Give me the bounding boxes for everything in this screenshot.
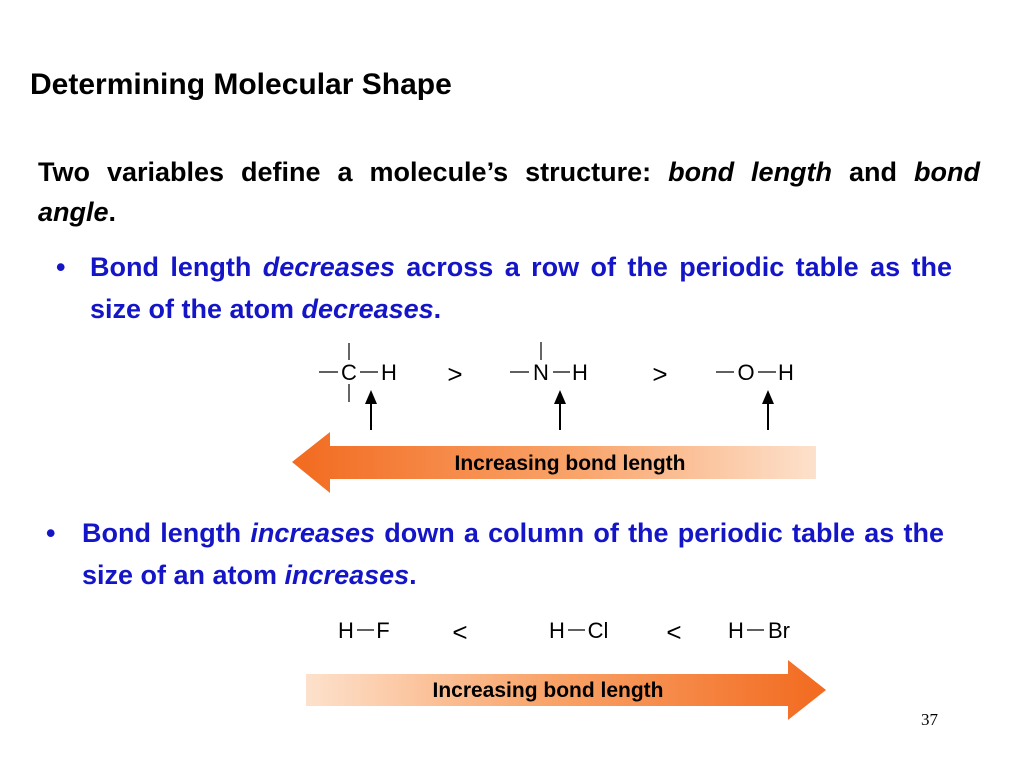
atom-h: H <box>778 360 794 385</box>
molecule-h-br <box>728 618 790 643</box>
atom-h: H <box>572 360 588 385</box>
molecule-n-h <box>510 342 588 385</box>
bullet2-text-1: Bond length <box>82 518 251 548</box>
arrow-label: Increasing bond length <box>454 452 686 475</box>
intro-text-3: . <box>108 197 117 227</box>
arrow-label: Increasing bond length <box>432 679 664 702</box>
increasing-bond-length-arrow-left <box>292 432 816 493</box>
atom-h: H <box>381 360 397 385</box>
bullet2-text-3: . <box>409 560 417 590</box>
bullet1-text-1: Bond length <box>90 252 263 282</box>
atom-n: N <box>533 360 549 385</box>
less-than-sign: < <box>452 617 468 647</box>
bond-pointer-arrows <box>365 390 774 430</box>
atom-cl: Cl <box>587 618 609 643</box>
intro-emphasis-bond-angle: bond angle <box>38 157 981 227</box>
greater-than-sign: > <box>447 359 463 389</box>
bullet2-text-2: down a column of the periodic table as the size of an atom <box>82 518 944 590</box>
bullet2-emphasis-2: increases <box>284 560 410 590</box>
column-trend-figure <box>0 600 1024 730</box>
molecule-h-cl <box>549 618 608 643</box>
bullet1-emphasis-1: decreases <box>262 252 395 282</box>
intro-text-1: Two variables define a molecule’s structure: <box>38 157 669 187</box>
molecule-o-h <box>716 360 794 385</box>
bullet-marker-2: • <box>46 518 56 548</box>
bullet-column-trend <box>82 512 944 596</box>
atom-f: F <box>376 618 390 643</box>
bullet1-text-2: across a row of the periodic table as the size of the atom <box>90 252 953 324</box>
increasing-bond-length-arrow-right <box>306 660 826 720</box>
molecule-h-f <box>338 618 390 643</box>
less-than-sign: < <box>666 617 682 647</box>
atom-h: H <box>338 618 354 643</box>
bullet2-emphasis-1: increases <box>250 518 376 548</box>
atom-br: Br <box>768 618 790 643</box>
atom-o: O <box>737 360 755 385</box>
bullet1-text-3: . <box>433 294 442 324</box>
intro-text-2: and <box>832 157 915 187</box>
atom-h: H <box>728 618 744 643</box>
intro-emphasis-bond-length: bond length <box>668 157 833 187</box>
greater-than-sign: > <box>652 359 668 389</box>
bullet1-emphasis-2: decreases <box>301 294 434 324</box>
atom-h: H <box>549 618 565 643</box>
slide-title: Determining Molecular Shape <box>30 68 452 101</box>
page-number: 37 <box>921 710 938 729</box>
bullet-marker-1: • <box>56 252 66 282</box>
molecule-c-h <box>319 343 397 402</box>
atom-c: C <box>341 360 357 385</box>
